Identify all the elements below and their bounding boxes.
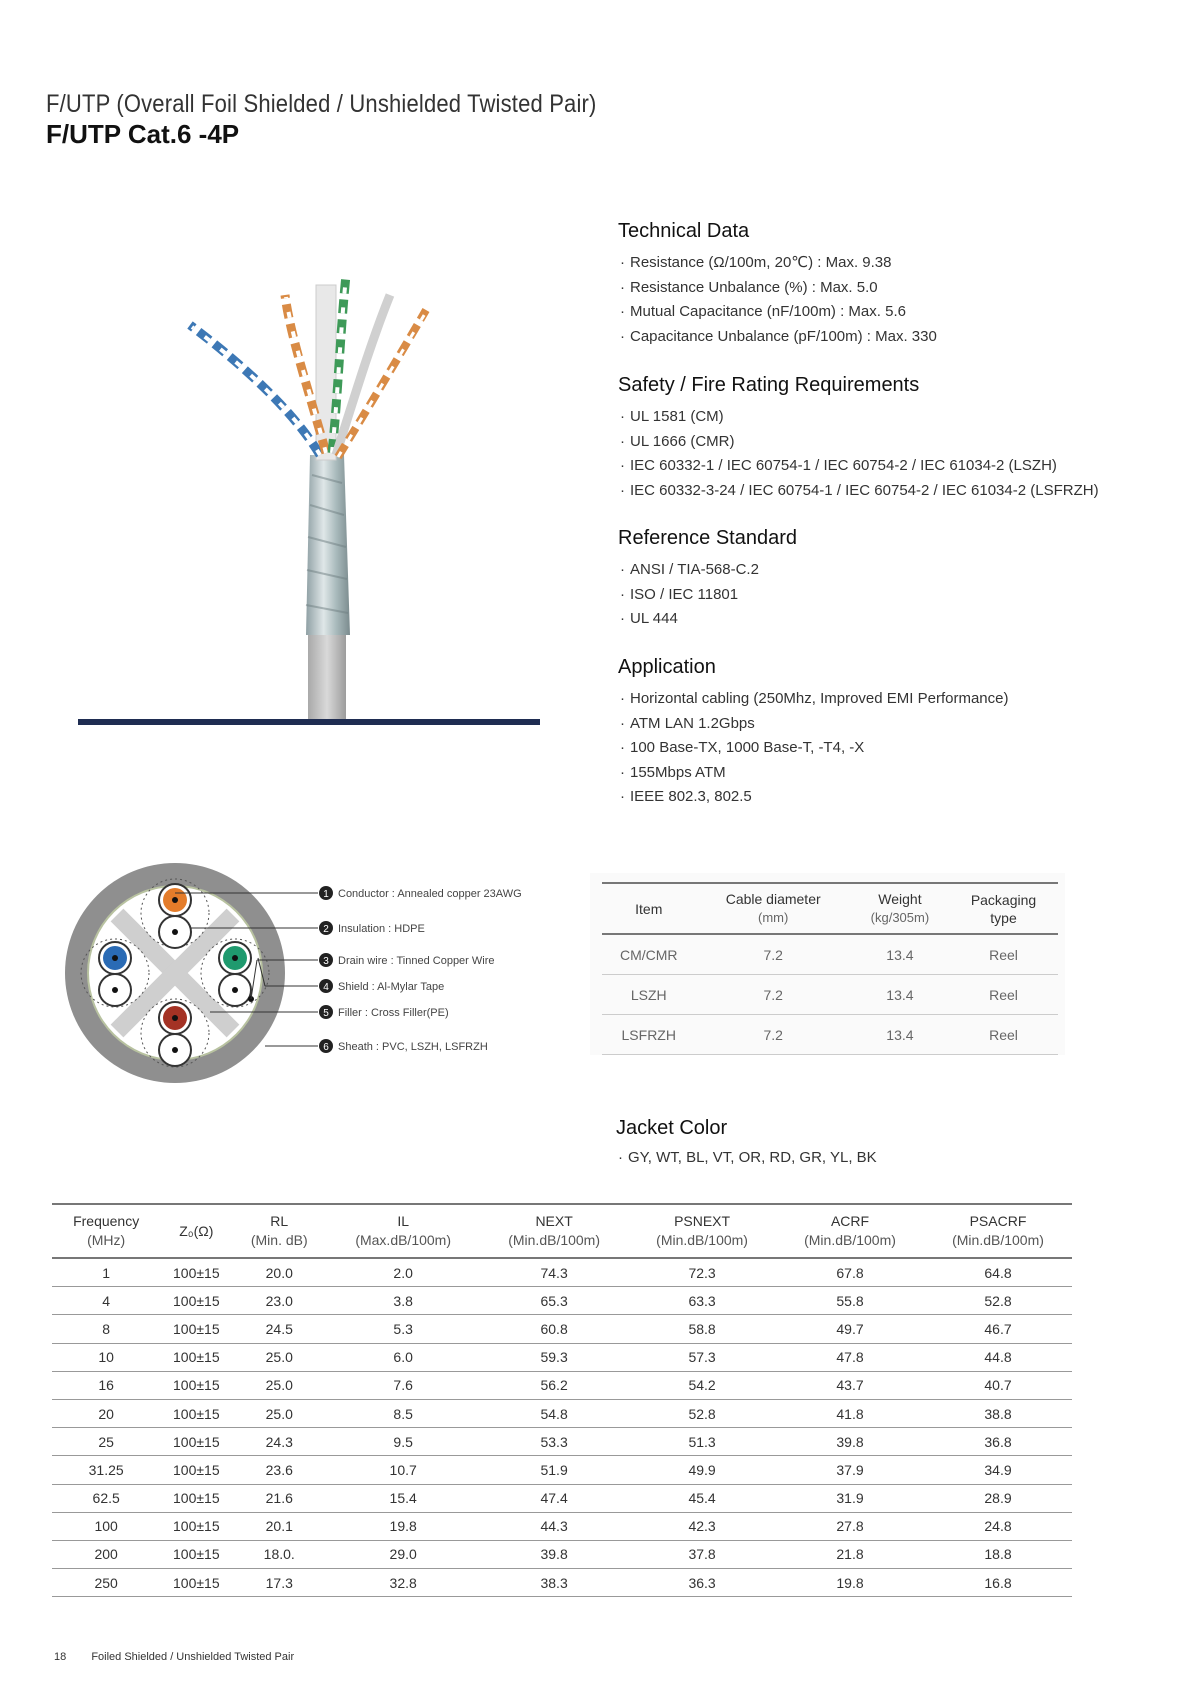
list-item: · IEC 60332-3-24 / IEC 60754-1 / IEC 60754-2 / IEC 61034-2 (LSFRZH) xyxy=(618,479,1178,504)
list-item: · IEC 60332-1 / IEC 60754-1 / IEC 60754-2 / IEC 61034-2 (LSZH) xyxy=(618,454,1178,479)
table-row: LSFRZH 7.2 13.4 Reel xyxy=(602,1015,1058,1055)
column-header: Item xyxy=(602,883,696,934)
legend-item-drain-wire xyxy=(319,953,495,967)
technical-data-heading: Technical Data xyxy=(618,220,750,242)
table-cell: 49.7 xyxy=(776,1315,924,1343)
table-cell: 57.3 xyxy=(628,1343,776,1371)
table-row xyxy=(52,1287,1072,1315)
table-cell: 18.8 xyxy=(924,1540,1072,1568)
table-cell: 100 xyxy=(52,1512,160,1540)
list-item: · IEEE 802.3, 802.5 xyxy=(618,785,1178,810)
table-cell: 43.7 xyxy=(776,1371,924,1399)
list-item: · ISO / IEC 11801 xyxy=(618,583,1178,608)
list-item: · UL 1666 (CMR) xyxy=(618,430,1178,455)
table-cell: 31.25 xyxy=(52,1456,160,1484)
table-row xyxy=(52,1540,1072,1568)
svg-text:Drain wire : Tinned Copper Wir: Drain wire : Tinned Copper Wire xyxy=(338,955,495,967)
table-cell: 44.3 xyxy=(480,1512,628,1540)
table-cell: 19.8 xyxy=(776,1569,924,1597)
table-row: LSZH 7.2 13.4 Reel xyxy=(602,975,1058,1015)
application-heading: Application xyxy=(618,656,716,678)
page-footer xyxy=(54,1651,294,1663)
safety-heading: Safety / Fire Rating Requirements xyxy=(618,374,920,396)
table-cell: 21.6 xyxy=(232,1484,326,1512)
table-cell: 20.1 xyxy=(232,1512,326,1540)
svg-text:3: 3 xyxy=(323,956,329,967)
table-row xyxy=(52,1343,1072,1371)
table-cell: 45.4 xyxy=(628,1484,776,1512)
table-row xyxy=(52,1428,1072,1456)
table-cell: 5.3 xyxy=(326,1315,480,1343)
table-cell: 100±15 xyxy=(160,1258,232,1287)
table-cell: 37.9 xyxy=(776,1456,924,1484)
table-cell: 23.0 xyxy=(232,1287,326,1315)
column-header: IL (Max.dB/100m) xyxy=(326,1204,480,1258)
reference-heading: Reference Standard xyxy=(618,527,798,549)
table-cell: 39.8 xyxy=(480,1540,628,1568)
table-cell: 100±15 xyxy=(160,1540,232,1568)
reference-section xyxy=(618,527,1178,632)
table-cell: 19.8 xyxy=(326,1512,480,1540)
column-header: Packaging type xyxy=(949,883,1058,934)
table-cell: 52.8 xyxy=(924,1287,1072,1315)
list-item: · Mutual Capacitance (nF/100m) : Max. 5.6 xyxy=(618,300,1178,325)
table-cell: 100±15 xyxy=(160,1399,232,1427)
legend-item-sheath xyxy=(319,1039,488,1053)
table-cell: 62.5 xyxy=(52,1484,160,1512)
svg-text:1: 1 xyxy=(323,889,329,900)
table-cell: 15.4 xyxy=(326,1484,480,1512)
table-cell: 21.8 xyxy=(776,1540,924,1568)
table-cell: 9.5 xyxy=(326,1428,480,1456)
svg-text:4: 4 xyxy=(323,982,329,993)
list-item: · 100 Base-TX, 1000 Base-T, -T4, -X xyxy=(618,736,1178,761)
table-cell: 16.8 xyxy=(924,1569,1072,1597)
table-cell: 250 xyxy=(52,1569,160,1597)
table-cell: 4 xyxy=(52,1287,160,1315)
table-cell: 42.3 xyxy=(628,1512,776,1540)
table-cell: 49.9 xyxy=(628,1456,776,1484)
table-cell: 51.9 xyxy=(480,1456,628,1484)
cable-spec-table xyxy=(602,882,1058,1055)
legend-item-insulation xyxy=(319,921,425,935)
table-cell: 51.3 xyxy=(628,1428,776,1456)
table-cell: 74.3 xyxy=(480,1258,628,1287)
table-cell: 25.0 xyxy=(232,1371,326,1399)
table-cell: 41.8 xyxy=(776,1399,924,1427)
column-header: RL (Min. dB) xyxy=(232,1204,326,1258)
column-header: ACRF (Min.dB/100m) xyxy=(776,1204,924,1258)
page-title: F/UTP Cat.6 -4P xyxy=(46,119,240,149)
table-cell: 32.8 xyxy=(326,1569,480,1597)
application-section xyxy=(618,656,1178,810)
list-item: · 155Mbps ATM xyxy=(618,761,1178,786)
table-row xyxy=(52,1456,1072,1484)
table-cell: 72.3 xyxy=(628,1258,776,1287)
table-row: CM/CMR 7.2 13.4 Reel xyxy=(602,934,1058,975)
table-cell: 34.9 xyxy=(924,1456,1072,1484)
legend-item-conductor xyxy=(319,886,522,900)
table-cell: 1 xyxy=(52,1258,160,1287)
list-item: · Resistance Unbalance (%) : Max. 5.0 xyxy=(618,276,1178,301)
table-row xyxy=(52,1512,1072,1540)
table-cell: 44.8 xyxy=(924,1343,1072,1371)
table-cell: 24.3 xyxy=(232,1428,326,1456)
list-item: · Resistance (Ω/100m, 20℃) : Max. 9.38 xyxy=(618,251,1178,276)
svg-text:6: 6 xyxy=(323,1042,329,1053)
table-cell: 38.3 xyxy=(480,1569,628,1597)
legend-item-shield xyxy=(319,979,444,993)
table-row xyxy=(52,1371,1072,1399)
jacket-color-heading: Jacket Color xyxy=(616,1117,728,1139)
table-cell: 39.8 xyxy=(776,1428,924,1456)
cable-spec-table-panel xyxy=(590,873,1065,1055)
legend-item-filler xyxy=(319,1005,449,1019)
table-cell: 20.0 xyxy=(232,1258,326,1287)
table-cell: 27.8 xyxy=(776,1512,924,1540)
svg-text:Conductor : Annealed copper 23: Conductor : Annealed copper 23AWG xyxy=(338,888,522,900)
page-number: 18 xyxy=(54,1651,67,1663)
svg-text:Insulation : HDPE: Insulation : HDPE xyxy=(338,923,425,935)
table-cell: 60.8 xyxy=(480,1315,628,1343)
table-cell: 24.5 xyxy=(232,1315,326,1343)
table-cell: 38.8 xyxy=(924,1399,1072,1427)
table-cell: 28.9 xyxy=(924,1484,1072,1512)
table-cell: 55.8 xyxy=(776,1287,924,1315)
list-item: · UL 1581 (CM) xyxy=(618,405,1178,430)
table-row xyxy=(52,1315,1072,1343)
column-header: Frequency (MHz) xyxy=(52,1204,160,1258)
safety-section xyxy=(618,374,1178,503)
table-cell: 24.8 xyxy=(924,1512,1072,1540)
table-cell: 36.3 xyxy=(628,1569,776,1597)
column-header: Cable diameter (mm) xyxy=(696,883,851,934)
table-cell: 47.4 xyxy=(480,1484,628,1512)
list-item: · UL 444 xyxy=(618,607,1178,632)
table-cell: 40.7 xyxy=(924,1371,1072,1399)
table-cell: 54.8 xyxy=(480,1399,628,1427)
svg-text:5: 5 xyxy=(323,1008,329,1019)
table-cell: 65.3 xyxy=(480,1287,628,1315)
table-cell: 56.2 xyxy=(480,1371,628,1399)
page-subtitle: F/UTP (Overall Foil Shielded / Unshielded Twisted Pair) xyxy=(46,90,597,118)
table-cell: 200 xyxy=(52,1540,160,1568)
list-item: · Horizontal cabling (250Mhz, Improved EMI Performance) xyxy=(618,687,1178,712)
table-cell: 36.8 xyxy=(924,1428,1072,1456)
footer-text: Foiled Shielded / Unshielded Twisted Pair xyxy=(91,1651,295,1663)
table-cell: 29.0 xyxy=(326,1540,480,1568)
table-cell: 46.7 xyxy=(924,1315,1072,1343)
table-cell: 100±15 xyxy=(160,1484,232,1512)
table-cell: 23.6 xyxy=(232,1456,326,1484)
construction-legend xyxy=(319,886,522,1053)
table-cell: 100±15 xyxy=(160,1371,232,1399)
table-cell: 8 xyxy=(52,1315,160,1343)
svg-text:2: 2 xyxy=(323,924,329,935)
table-cell: 63.3 xyxy=(628,1287,776,1315)
table-cell: 67.8 xyxy=(776,1258,924,1287)
table-cell: 54.2 xyxy=(628,1371,776,1399)
table-row xyxy=(52,1484,1072,1512)
table-cell: 10 xyxy=(52,1343,160,1371)
list-item: · Capacitance Unbalance (pF/100m) : Max. 330 xyxy=(618,325,1178,350)
table-cell: 10.7 xyxy=(326,1456,480,1484)
column-header: NEXT (Min.dB/100m) xyxy=(480,1204,628,1258)
table-cell: 59.3 xyxy=(480,1343,628,1371)
list-item: · ATM LAN 1.2Gbps xyxy=(618,712,1178,737)
table-cell: 100±15 xyxy=(160,1315,232,1343)
table-cell: 53.3 xyxy=(480,1428,628,1456)
svg-text:Sheath : PVC, LSZH, LSFRZH: Sheath : PVC, LSZH, LSFRZH xyxy=(338,1041,488,1053)
table-row xyxy=(52,1569,1072,1597)
table-cell: 100±15 xyxy=(160,1512,232,1540)
svg-text:Shield : Al-Mylar Tape: Shield : Al-Mylar Tape xyxy=(338,981,445,993)
table-cell: 25.0 xyxy=(232,1343,326,1371)
table-cell: 100±15 xyxy=(160,1343,232,1371)
table-cell: 100±15 xyxy=(160,1428,232,1456)
list-item: · ANSI / TIA-568-C.2 xyxy=(618,558,1178,583)
table-cell: 58.8 xyxy=(628,1315,776,1343)
table-cell: 8.5 xyxy=(326,1399,480,1427)
table-row xyxy=(52,1258,1072,1287)
svg-text:Filler : Cross Filler(PE): Filler : Cross Filler(PE) xyxy=(338,1007,449,1019)
column-header: PSNEXT (Min.dB/100m) xyxy=(628,1204,776,1258)
table-cell: 25 xyxy=(52,1428,160,1456)
table-cell: 7.6 xyxy=(326,1371,480,1399)
technical-data-section xyxy=(618,220,1178,349)
column-header: Weight (kg/305m) xyxy=(851,883,949,934)
table-cell: 100±15 xyxy=(160,1287,232,1315)
table-cell: 3.8 xyxy=(326,1287,480,1315)
table-cell: 64.8 xyxy=(924,1258,1072,1287)
column-header: PSACRF (Min.dB/100m) xyxy=(924,1204,1072,1258)
table-cell: 100±15 xyxy=(160,1456,232,1484)
table-cell: 16 xyxy=(52,1371,160,1399)
column-header: Z₀(Ω) xyxy=(160,1204,232,1258)
performance-table xyxy=(52,1203,1072,1597)
cable-cross-section-diagram xyxy=(60,858,580,1088)
table-cell: 6.0 xyxy=(326,1343,480,1371)
cable-photo xyxy=(70,275,540,735)
table-cell: 18.0. xyxy=(232,1540,326,1568)
table-cell: 20 xyxy=(52,1399,160,1427)
table-cell: 37.8 xyxy=(628,1540,776,1568)
jacket-color-list: · GY, WT, BL, VT, OR, RD, GR, YL, BK xyxy=(616,1149,877,1166)
table-cell: 52.8 xyxy=(628,1399,776,1427)
table-cell: 31.9 xyxy=(776,1484,924,1512)
table-cell: 47.8 xyxy=(776,1343,924,1371)
table-cell: 17.3 xyxy=(232,1569,326,1597)
table-cell: 100±15 xyxy=(160,1569,232,1597)
table-cell: 25.0 xyxy=(232,1399,326,1427)
table-row xyxy=(52,1399,1072,1427)
table-cell: 2.0 xyxy=(326,1258,480,1287)
